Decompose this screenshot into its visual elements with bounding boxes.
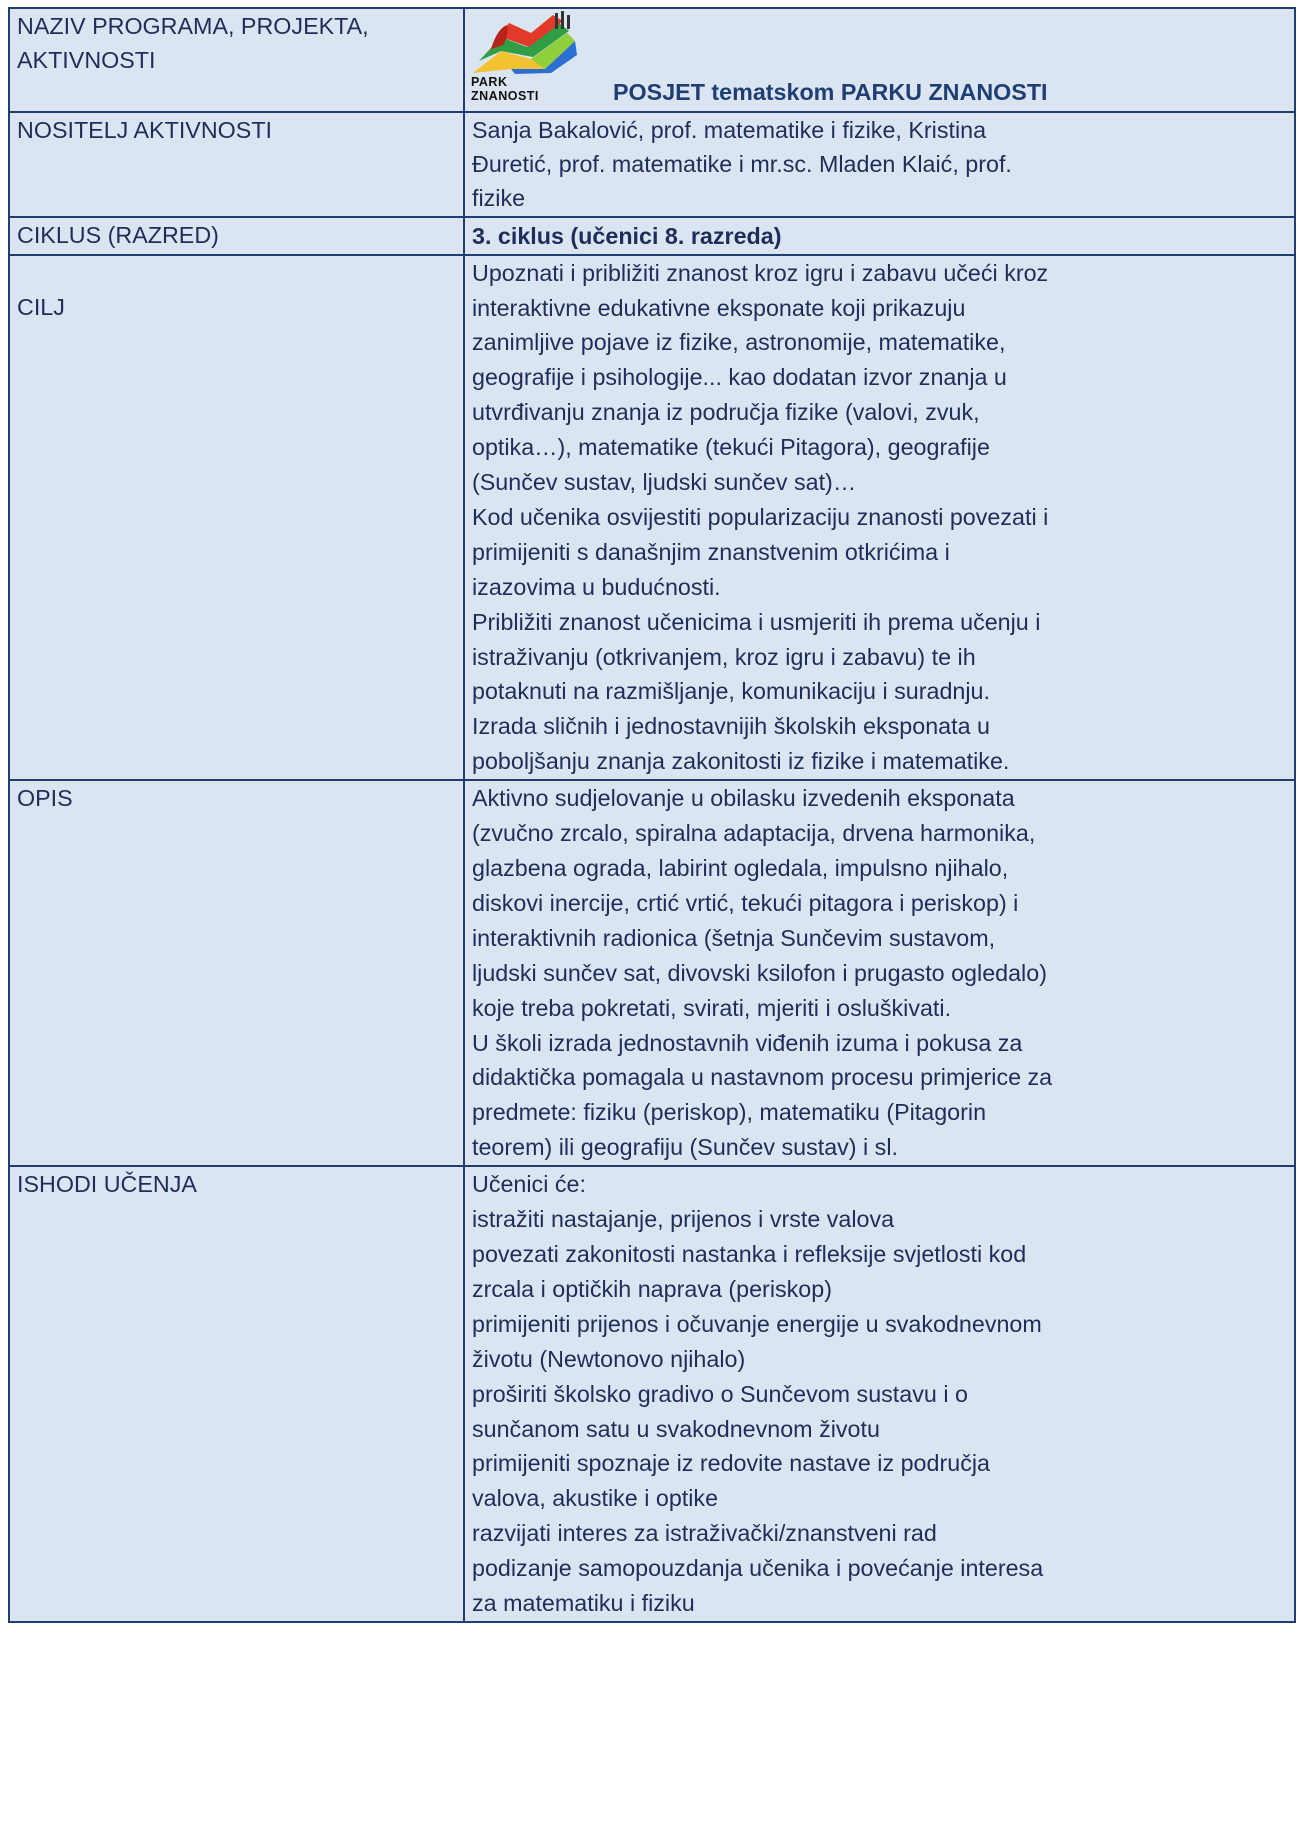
- logo-wordmark: PARK ZNANOSTI: [471, 75, 539, 103]
- text-line: Upoznati i približiti znanost kroz igru i zabavu učeći kroz: [472, 259, 1049, 286]
- text-line: životu (Newtonovo njihalo): [472, 1345, 746, 1372]
- text-line: primijeniti s današnjim znanstvenim otkrićima i: [472, 538, 950, 565]
- value-opis: [464, 780, 1295, 1166]
- text-line: Učenici će:: [472, 1171, 586, 1198]
- text-line: geografije i psihologije... kao dodatan izvor znanja u: [472, 364, 1007, 391]
- value-naziv: [464, 8, 1295, 112]
- text-line: podizanje samopouzdanja učenika i povećanje interesa: [472, 1555, 1044, 1582]
- text-line: Izrada sličnih i jednostavnijih školskih eksponata u: [472, 713, 990, 740]
- text-line: fizike: [472, 185, 526, 212]
- text-line: za matematiku i fiziku: [472, 1590, 695, 1617]
- text-line: U školi izrada jednostavnih viđenih izuma i pokusa za: [472, 1029, 1023, 1056]
- text-line: didaktička pomagala u nastavnom procesu primjerice za: [472, 1064, 1053, 1091]
- park-logo-graphic-icon: [471, 11, 579, 75]
- text-line: (zvučno zrcalo, spiralna adaptacija, drvena harmonika,: [472, 820, 1036, 847]
- text-line: primijeniti prijenos i očuvanje energije u svakodnevnom: [472, 1310, 1042, 1337]
- text-line: ljudski sunčev sat, divovski ksilofon i prugasto ogledalo): [472, 959, 1047, 986]
- value-ciklus: 3. ciklus (učenici 8. razreda): [464, 217, 1295, 255]
- text-line: utvrđivanju znanja iz područja fizike (valovi, zvuk,: [472, 399, 980, 426]
- value-ishodi: [464, 1166, 1295, 1622]
- text-line: interaktivne edukativne eksponate koji prikazuju: [472, 294, 966, 321]
- label-cilj: [9, 255, 464, 781]
- text-line: Sanja Bakalović, prof. matematike i fizike, Kristina: [472, 117, 987, 143]
- text-line: teorem) ili geografiju (Sunčev sustav) i sl.: [472, 1134, 898, 1161]
- value-nositelj: [464, 112, 1295, 217]
- text-line: diskovi inercije, crtić vrtić, tekući pitagora i periskop) i: [472, 889, 1019, 916]
- text-line: Kod učenika osvijestiti popularizaciju znanosti povezati i: [472, 503, 1049, 530]
- text-line: Aktivno sudjelovanje u obilasku izvedenih eksponata: [472, 785, 1015, 812]
- label-naziv-line: AKTIVNOSTI: [17, 47, 156, 74]
- text-line: proširiti školsko gradivo o Sunčevom sustavu i o: [472, 1380, 968, 1407]
- text-line: koje treba pokretati, svirati, mjeriti i osluškivati.: [472, 994, 952, 1021]
- text-line: sunčanom satu u svakodnevnom životu: [472, 1415, 880, 1442]
- park-znanosti-logo: [471, 11, 579, 103]
- text-line: valova, akustike i optike: [472, 1485, 719, 1512]
- text-line: Đuretić, prof. matematike i mr.sc. Mladen Klaić, prof.: [472, 151, 1012, 178]
- text-line: Približiti znanost učenicima i usmjeriti ih prema učenju i: [472, 608, 1041, 635]
- program-title: POSJET tematskom PARKU ZNANOSTI: [613, 79, 1048, 105]
- text-line: predmete: fiziku (periskop), matematiku (Pitagorin: [472, 1099, 987, 1126]
- text-line: (Sunčev sustav, ljudski sunčev sat)…: [472, 469, 857, 496]
- text-line: povezati zakonitosti nastanka i refleksije svjetlosti kod: [472, 1240, 1027, 1267]
- text-line: primijeniti spoznaje iz redovite nastave iz područja: [472, 1450, 990, 1477]
- text-line: glazbena ograda, labirint ogledala, impulsno njihalo,: [472, 855, 1009, 882]
- text-line: interaktivnih radionica (šetnja Sunčevim sustavom,: [472, 924, 996, 951]
- text-line: razvijati interes za istraživački/znanstveni rad: [472, 1520, 937, 1547]
- value-cilj: [464, 255, 1295, 781]
- text-line: izazovima u budućnosti.: [472, 573, 721, 600]
- text-line: zrcala i optičkih naprava (periskop): [472, 1275, 832, 1302]
- row-cilj: [9, 255, 1295, 781]
- text-line: istraživanju (otkrivanjem, kroz igru i zabavu) te ih: [472, 643, 976, 670]
- text-line: zanimljive pojave iz fizike, astronomije, matematike,: [472, 329, 1006, 356]
- label-naziv-line: NAZIV PROGRAMA, PROJEKTA,: [17, 13, 369, 39]
- label-ciklus: CIKLUS (RAZRED): [9, 217, 464, 255]
- program-table: [8, 7, 1296, 1623]
- row-ishodi: [9, 1166, 1295, 1622]
- text-line: poboljšanju znanja zakonitosti iz fizike i matematike.: [472, 748, 1010, 775]
- label-opis: OPIS: [9, 780, 464, 1166]
- text-line: istražiti nastajanje, prijenos i vrste valova: [472, 1206, 895, 1233]
- row-nositelj: [9, 112, 1295, 217]
- label-naziv: [9, 8, 464, 112]
- label-ishodi: ISHODI UČENJA: [9, 1166, 464, 1622]
- row-naziv: [9, 8, 1295, 112]
- row-ciklus: [9, 217, 1295, 255]
- row-opis: [9, 780, 1295, 1166]
- text-line: optika…), matematike (tekući Pitagora), geografije: [472, 434, 990, 461]
- label-nositelj: NOSITELJ AKTIVNOSTI: [9, 112, 464, 217]
- label-cilj-text: CILJ: [17, 293, 65, 320]
- text-line: potaknuti na razmišljanje, komunikaciju i suradnju.: [472, 678, 990, 705]
